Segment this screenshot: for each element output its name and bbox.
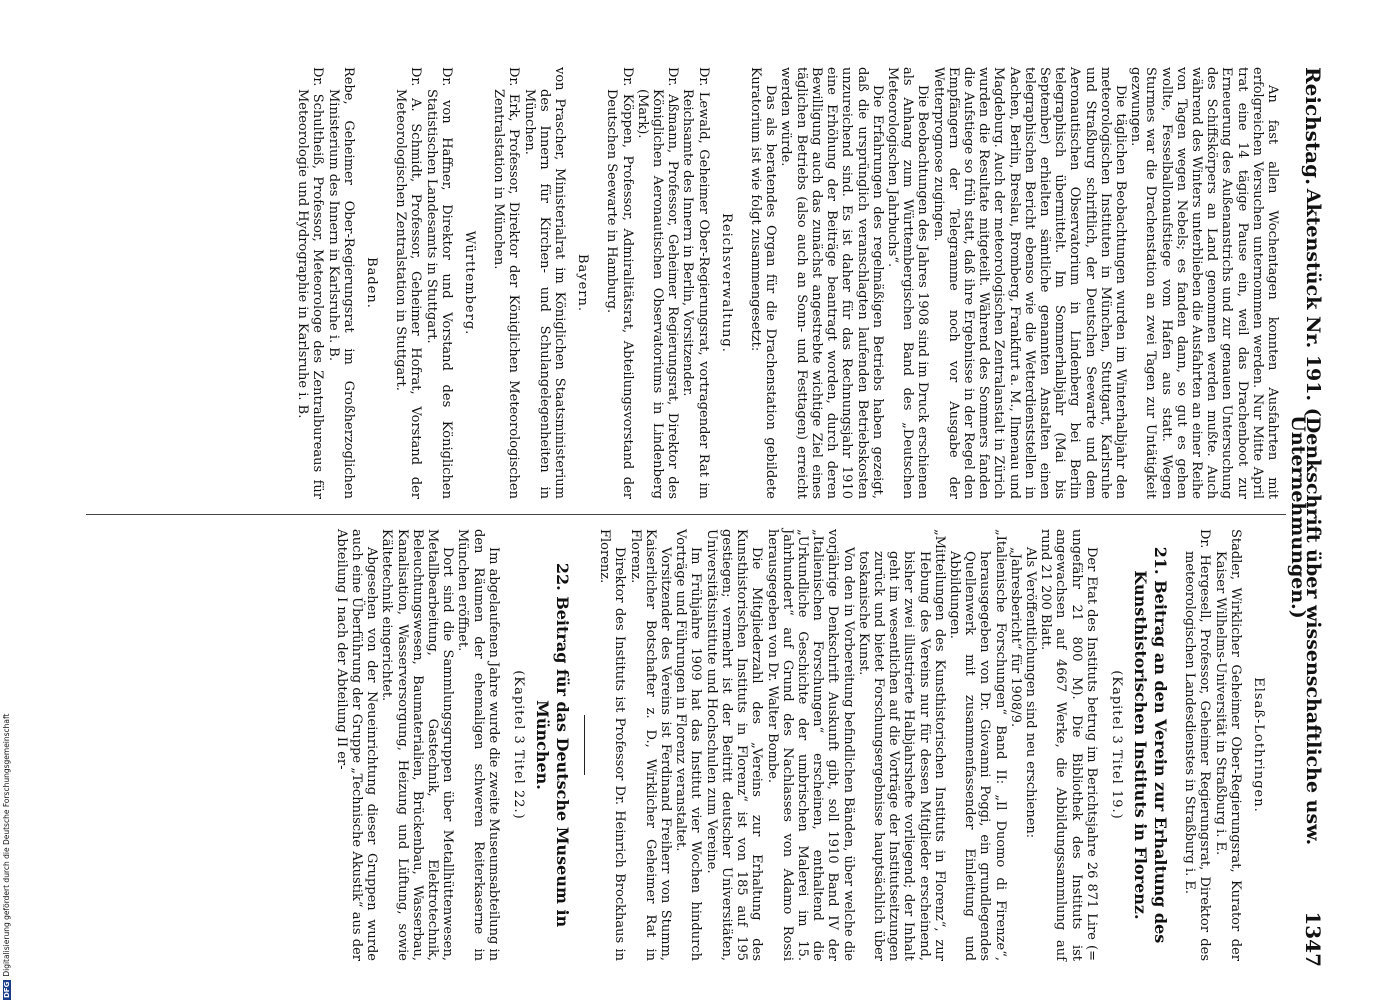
paragraph: Die Mitgliederzahl des „Vereins zur Erhaltung des Kunsthistorischen Instituts in Florenz“ ist von 185 auf 195 gestiegen; vermehrt ist der Beitritt deutscher Universitäten, Universitätsinstitute und Hochschulen zum Vereine. (703, 529, 765, 961)
section-heading: Reichsverwaltung. (718, 213, 734, 353)
member-entry: Dr. Lewald, Geheimer Ober-Regierungsrat, vortragender Rat im Reichsamte des Innern in Berlin, Vorsitzender. (680, 67, 711, 499)
header-title: Aktenstück Nr. 191. (Denkschrift über wissenschaftliche usw. Unternehmungen.) (1286, 188, 1324, 846)
paragraph: Das als beratendes Organ für die Drachenstation gebildete Kuratorium ist wie folgt zusammengesetzt: (748, 67, 779, 499)
section-separator (584, 715, 585, 775)
article-subtitle: (Kapitel 3 Titel 19.) (1108, 670, 1124, 820)
section-heading: Baden. (364, 257, 380, 309)
member-entry: Dr. Köppen, Professor, Admiralitätsrat, Abteilungsvorstand der Deutschen Seewarte in Hamburg. (604, 67, 635, 499)
left-column (295, 67, 1280, 499)
paragraph: Die Erfahrungen des regelmäßigen Betriebs haben gezeigt, daß die ursprünglich veranschlagten laufenden Betriebskosten unzureichend sind. Es ist daher für das Rechnungsjahr 1910 eine Erhöhung der Beiträge beantragt worden, durch deren Bewilligung auch das zunächst angestrebte wichtige Ziel eines täglichen Betriebs (also auch an Sonn- und Festtagen) erreicht werden würde. (778, 67, 885, 499)
paragraph: Direktor des Instituts ist Professor Dr. Heinrich Brockhaus in Florenz. (597, 529, 628, 961)
article-subtitle: (Kapitel 3 Titel 22.) (511, 670, 527, 820)
member-entry: Dr. Erk, Professor, Direktor der Königlichen Meteorologischen Zentralstation in München. (491, 67, 522, 499)
paragraph: Dort sind die Sammlungsgruppen über Metallhüttenwesen, Metallbearbeitung, Gastechnik, Elektrotechnik, Beleuchtungswesen, Baumaterialien, Brückenbau, Wasserbau, Kanalisation, Wasserversorgung, Heizung und Lüftung, sowie Kältetechnik eingerichtet. (379, 529, 456, 961)
paragraph: Im Frühjahre 1909 hat das Institut vier Wochen hindurch Vorträge und Führungen in Florenz veranstaltet. (673, 529, 704, 961)
header-left: Reichstag. (1301, 67, 1325, 186)
document-page (76, 55, 1326, 985)
credit-line (2, 714, 11, 1000)
section-heading: Württemberg. (462, 230, 478, 336)
paragraph: Die täglichen Beobachtungen wurden im Winterhalbjahr den meteorologischen Instituten in München, Stuttgart, Karlsruhe und Straßburg schriftlich, der Deutschen Seewarte und dem Aeronautischen Observatorium in Lindenberg bei Berlin telegraphisch übermittelt. Im Sommerhalbjahr (Mai bis September) erhielten sämtliche genannten Anstalten einen telegraphischen Bericht ebenso wie die Wetterdienststellen in Aachen, Berlin, Breslau, Bromberg, Frankfurt a. M., Ilmenau und Magdeburg. Auch der meteorologischen Zentralanstalt in Zürich wurden die Resultate mitgeteilt. Während des Sommers fanden die Aufstiege so früh statt, daß ihre Ergebnisse in der Regel den Empfängern der Telegramme noch vor Ausgabe der Wetterprognose zugingen. (930, 67, 1128, 499)
member-entry: Dr. von Haffner, Direktor und Vorstand des Königlichen Statistischen Landesamts in Stuttgart. (423, 67, 454, 499)
list-item: „Italienische Forschungen“ Band II: „Il Duomo di Firenze“, herausgegeben von Dr. Giovanni Poggi, ein grundlegendes Quellenwerk mit zusammenfassender Einleitung und Abbildungen. (946, 529, 1008, 961)
article-title: 22. Beitrag für das Deutsche Museum in München. (533, 562, 573, 928)
member-entry: Stadler, Wirklicher Geheimer Ober-Regierungsrat, Kurator der Kaiser Wilhelms-Universität in Straßburg i. E. (1212, 529, 1243, 961)
section-heading: Elsaß-Lothringen. (1251, 677, 1266, 813)
article-title: 21. Beitrag an den Verein zur Erhaltung des Kunsthistorischen Instituts in Florenz. (1130, 546, 1170, 944)
member-entry: von Prascher, Ministerialrat im Königlichen Staatsministerium des Innern für Kirchen- und Schulangelegenheiten in München. (521, 67, 568, 499)
page-number: 1347 (1301, 911, 1325, 967)
paragraph: Der Etat des Instituts betrug im Berichtsjahre 26 871 Lire (= ungefähr 21 800 M). Die Bibliothek des Instituts ist angewachsen auf 4667 Werke, die Abbildungssammlung auf rund 21 200 Blatt. (1038, 529, 1099, 961)
section-heading: Bayern. (575, 253, 591, 313)
member-entry: Dr. Aßmann, Professor, Geheimer Regierungsrat, Direktor des Königlichen Aeronautischen Observatoriums in Lindenberg (Mark). (634, 67, 681, 499)
right-column (334, 529, 1280, 961)
column-divider (86, 514, 1286, 515)
list-item: „Jahresbericht“ für 1908/9. (1007, 547, 1023, 728)
paragraph: Abgesehen von der Neueinrichtung dieser Gruppen wurde auch eine Überführung der Gruppe „Technische Akustik“ aus der Abteilung I nach der Abteilung II er- (333, 529, 380, 961)
member-entry: Rebe, Geheimer Ober-Regierungsrat im Großherzoglichen Ministerium des Innern in Karlsruhe i. B. (325, 67, 356, 499)
member-entry: Dr. Hergesell, Professor, Geheimer Regierungsrat, Direktor des meteorologischen Landesdienstes in Straßburg i. E. (1182, 529, 1213, 961)
paragraph: Die Beobachtungen des Jahres 1908 sind im Druck erschienen als Anhang zum Württembergischen Band des „Deutschen Meteorologischen Jahrbuchs“. (884, 67, 931, 499)
paragraph: Von den in Vorbereitung befindlichen Bänden, über welche die vorjährige Denkschrift Auskunft gibt, soll 1910 Band IV der „Italienischen Forschungen“ erscheinen, enthaltend die „Urkundliche Geschichte der umbrischen Malerei im 15. Jahrhundert“ auf Grund des Nachlasses von Adamo Rossi herausgegeben von Dr. Walter Bombe. (764, 529, 856, 961)
page-header (1286, 67, 1326, 967)
member-entry: Dr. A. Schmidt, Professor, Geheimer Hofrat, Vorstand der Meteorologischen Zentralstation in Stuttgart. (393, 67, 424, 499)
digitization-credit (2, 600, 12, 1000)
paragraph: Als Veröffentlichungen sind neu erschienen: (1022, 547, 1038, 839)
credit-text: Digitalisierung gefördert durch die Deutsche Forschungsgemeinschaft (2, 713, 11, 977)
paragraph: Vorsitzender des Vereins ist Ferdinand Freiherr von Stumm, Kaiserlicher Botschafter z. D., Wirklicher Geheimer Rat in Florenz. (627, 529, 674, 961)
list-item: „Mitteilungen des Kunsthistorischen Instituts in Florenz“, zur Hebung des Vereins nur für dessen Mitglieder erscheinend, bisher zwei illustrierte Halbjahrshefte vorliegend; der Inhalt geht im wesentlichen auf die Vorträge der Institutseitzungen zurück und bietet Forschungsergebnisse hauptsächlich über toskanische Kunst. (855, 529, 947, 961)
dfg-logo: DFG (3, 981, 11, 998)
paragraph: An fast allen Wochentagen konnten Ausfahrten mit erfolgreichen Versuchen unternommen werden. Nur Mitte April trat eine 14 tägige Pause ein, weil das Drachenboot zur Erneuerung des Außenanstrichs und zur genauen Untersuchung des Schiffskörpers an Land genommen werden mußte. Auch während des Winters unterblieben die Ausfahrten an einer Reihe von Tagen wegen Nebels; es fanden dann, so gut es gehen wollte, Fesselballonaufstiege vom Hafen aus statt. Wegen Sturmes war die Drachenstation an zwei Tagen zur Untätigkeit gezwungen. (1128, 67, 1280, 499)
member-entry: Dr. Schultheiß, Professor, Meteorologe des Zentralbureaus für Meteorologie und Hydrographie in Karlsruhe i. B. (295, 67, 326, 499)
paragraph: Im abgelaufenen Jahre wurde die zweite Museumsabteilung in den Räumen der ehemaligen schweren Reiterkaserne in München eröffnet. (455, 529, 501, 961)
